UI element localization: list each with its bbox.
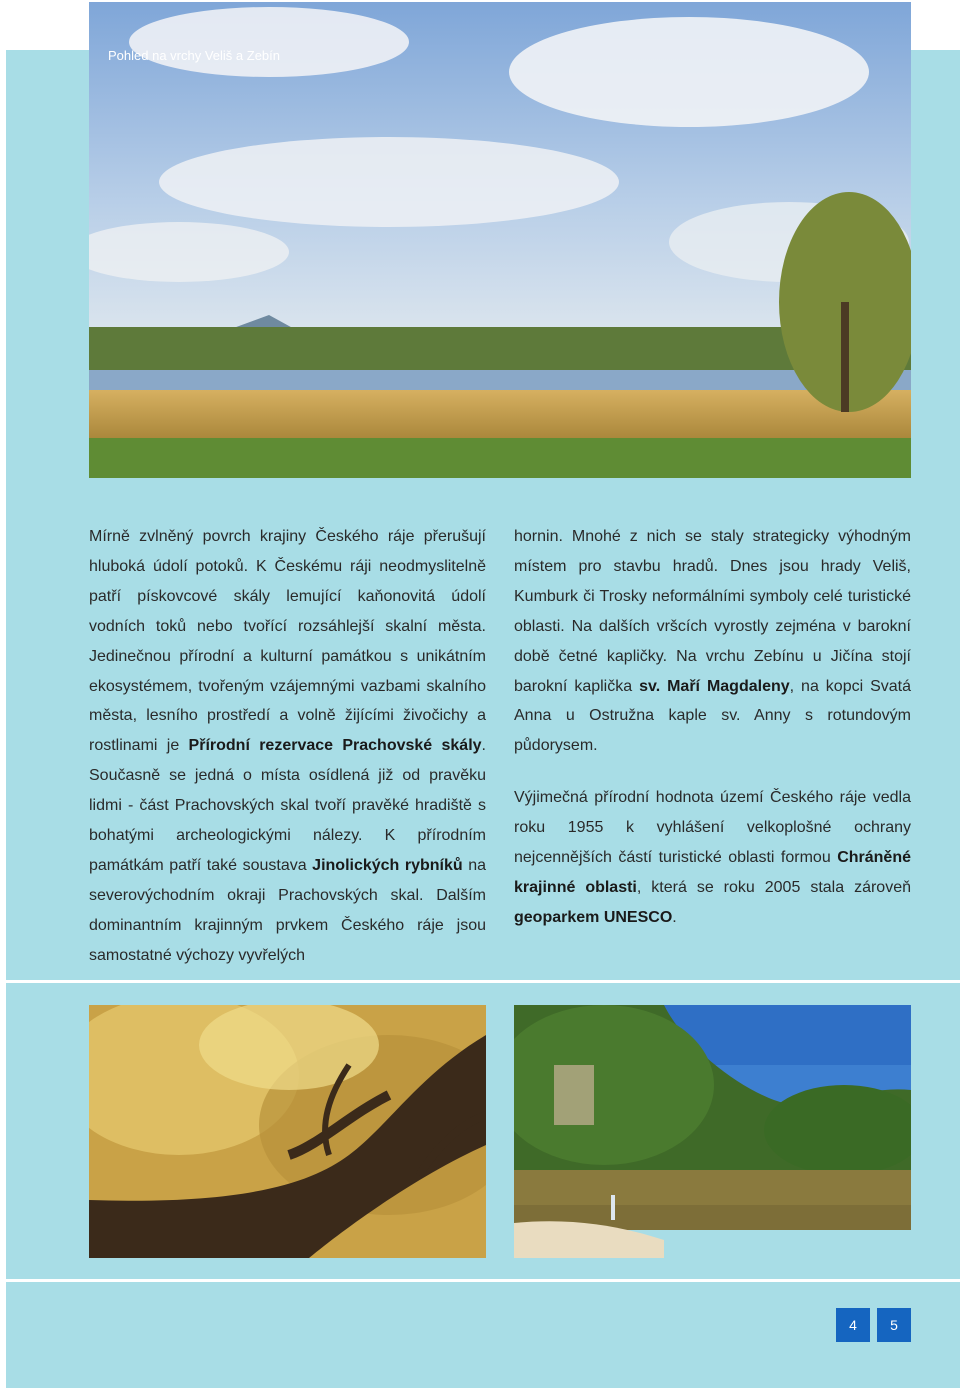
right-text-column: [514, 522, 911, 955]
bold-jinolicke-rybniky: Jinolických rybníků: [312, 856, 463, 874]
left-paragraph: Mírně zvlněný povrch krajiny Českého ráje přerušují hluboká údolí potoků. K Českému ráji neodmyslitelně patří pískovcové skály lemující kaňonovitá údolí vodních toků nebo tvořící rozsáhlejší skalní města. Jedinečnou přírodní a kulturní památkou s unikátním ekosystémem, tvořeným vzájemnými vazbami skalního města, lesního prostředí a volně žijícími živočichy a rostlinami je Přírodní rezervace Prachovské skály. Současně se jedná o místa osídlená již od pravěku lidmi - část Prachovských skal tvoří pravěké hradiště s bohatými archeologickými nálezy. K přírodním památkám patří také soustava Jinolických rybníků na severovýchodním okraji Prachovských skal. Dalším dominantním krajinným prvkem Českého ráje jsou samostatné výchozy vyvřelých: [89, 528, 486, 964]
page-number-left: 4: [836, 1308, 870, 1342]
hero-caption: Pohled na vrchy Veliš a Zebín: [108, 48, 280, 63]
bold-prachovske-skaly: Přírodní rezervace Prachovské skály: [188, 737, 482, 755]
footer-background-panel: [6, 1282, 960, 1388]
tree-branches-photo: [89, 1005, 486, 1258]
bold-geopark-unesco: geoparkem UNESCO: [514, 908, 673, 926]
bold-mari-magdaleny: sv. Maří Magdaleny: [639, 677, 790, 695]
right-paragraph-1: hornin. Mnohé z nich se staly strategicky výhodným místem pro stavbu hradů. Dnes jsou hrady Veliš, Kumburk či Trosky neformálními symboly celé turistické oblasti. Na dalších vršcích vyrostly zejména v barokní době četné kapličky. Na vrchu Zebínu u Jičína stojí barokní kaplička sv. Maří Magdaleny, na kopci Svatá Anna u Ostružna kaple sv. Anny s rotundovým půdorysem.: [514, 528, 912, 755]
hero-landscape-photo: [89, 2, 911, 478]
right-paragraph-2: Výjimečná přírodní hodnota území Českého ráje vedla roku 1955 k vyhlášení velkoplošné ochrany nejcennějších částí turistické oblasti formou Chráněné krajinné oblasti, která se roku 2005 stala zároveň geoparkem UNESCO.: [514, 789, 911, 926]
left-text-column: [89, 522, 486, 993]
bold-chko: Chráněné krajinné oblasti: [514, 849, 911, 896]
page-number-right: 5: [877, 1308, 911, 1342]
sandstone-pond-photo: [514, 1005, 911, 1258]
